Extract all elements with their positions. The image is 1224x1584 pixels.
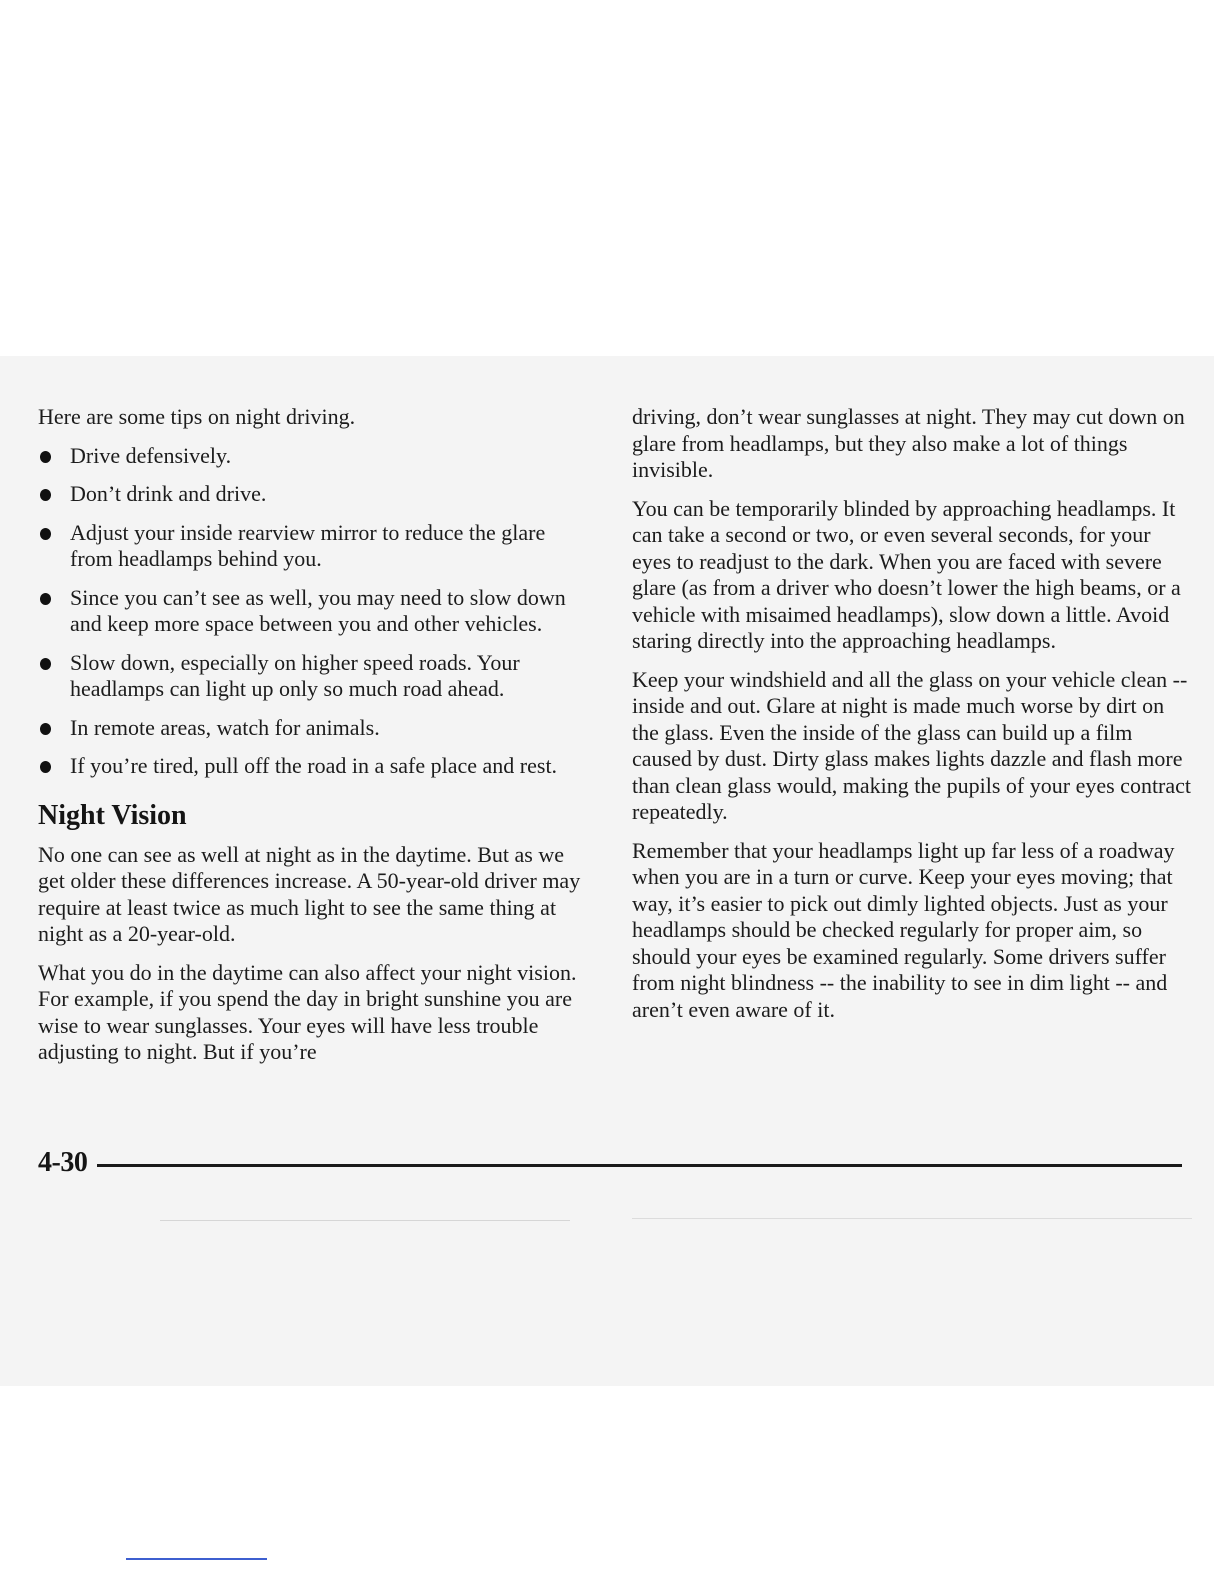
night-driving-tips-list bbox=[38, 443, 593, 780]
scan-artifact-line bbox=[160, 1220, 570, 1221]
tip-text: If you’re tired, pull off the road in a safe place and rest. bbox=[70, 753, 558, 778]
body-paragraph: You can be temporarily blinded by approaching headlamps. It can take a second or two, or even several seconds, for your eyes to readjust to the dark. When you are faced with severe glare (as from a driver who doesn’t lower the high beams, or a vehicle with misaimed headlamps), slow down a little. Avoid staring directly into the approaching headlamps. bbox=[632, 495, 1181, 653]
right-column bbox=[632, 404, 1192, 1035]
left-column bbox=[38, 404, 593, 1078]
bullet-icon bbox=[40, 451, 51, 463]
tip-item bbox=[38, 520, 593, 573]
bullet-icon bbox=[40, 658, 51, 670]
page-number: 4-30 bbox=[38, 1147, 88, 1178]
body-paragraph: Remember that your headlamps light up far less of a roadway when you are in a turn or curve. Keep your eyes moving; that way, it’s easier to pick out dimly lighted objects. Just as your headlamps should be checked regularly for proper aim, so should your eyes be examined regularly. Some drivers suffer from night blindness -- the inability to see in dim light -- and aren’t even aware of it. bbox=[632, 837, 1175, 1022]
tip-item bbox=[38, 481, 593, 508]
bullet-icon bbox=[40, 723, 51, 735]
bullet-icon bbox=[40, 528, 51, 540]
tip-text: Slow down, especially on higher speed roads. Your headlamps can light up only so much road ahead. bbox=[70, 649, 520, 701]
tip-text: Don’t drink and drive. bbox=[70, 481, 267, 506]
body-paragraph: No one can see as well at night as in the daytime. But as we get older these differences increase. A 50-year-old driver may require at least twice as much light to see the same thing at night as a 20-year-old. bbox=[38, 841, 581, 946]
body-paragraph: Keep your windshield and all the glass on your vehicle clean -- inside and out. Glare at night is made much worse by dirt on the glass. Even the inside of the glass can build up a film caused by dust. Dirty glass makes lights dazzle and flash more than clean glass would, making the pupils of your eyes contract repeatedly. bbox=[632, 666, 1192, 824]
tip-item bbox=[38, 715, 593, 742]
intro-text: Here are some tips on night driving. bbox=[38, 404, 356, 429]
bullet-icon bbox=[40, 761, 51, 773]
tip-item bbox=[38, 585, 593, 638]
body-paragraph: What you do in the daytime can also affect your night vision. For example, if you spend the day in bright sunshine you are wise to wear sunglasses. Your eyes will have less trouble adjusting to night. But if you’re bbox=[38, 959, 577, 1064]
footer-rule bbox=[97, 1164, 1182, 1167]
scan-artifact-line bbox=[632, 1218, 1192, 1219]
tip-item bbox=[38, 443, 593, 470]
link-underline bbox=[126, 1558, 267, 1560]
night-vision-heading: Night Vision bbox=[38, 799, 187, 831]
tip-text: Adjust your inside rearview mirror to reduce the glare from headlamps behind you. bbox=[70, 519, 546, 571]
bullet-icon bbox=[40, 593, 51, 605]
tip-text: Since you can’t see as well, you may need to slow down and keep more space between you and other vehicles. bbox=[70, 584, 566, 636]
tip-item bbox=[38, 650, 593, 703]
tip-item bbox=[38, 753, 593, 780]
page-footer bbox=[38, 1146, 1182, 1180]
bullet-icon bbox=[40, 489, 51, 501]
tip-text: Drive defensively. bbox=[70, 442, 232, 468]
body-paragraph: driving, don’t wear sunglasses at night. They may cut down on glare from headlamps, but they also make a lot of things invisible. bbox=[632, 404, 1185, 482]
tip-text: In remote areas, watch for animals. bbox=[70, 714, 380, 740]
